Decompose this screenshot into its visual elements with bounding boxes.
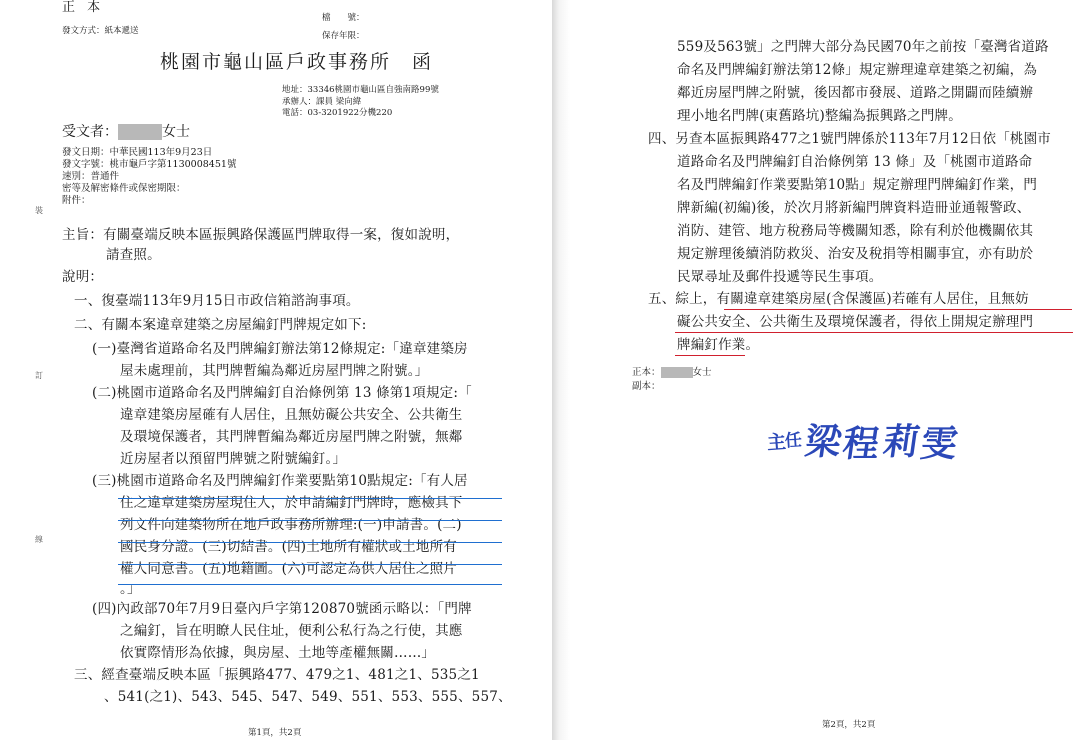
sender-contact-block [282,85,439,120]
item-2-1-line-1: (一)臺灣省道路命名及門牌編釘辦法第12條規定:「違章建築房 [92,341,468,357]
recipient-suffix: 女士 [162,124,190,140]
item-2-1-line-2: 屋未處理前，其門牌暫編為鄰近房屋門牌之附號。」 [120,363,429,379]
red-underline-2 [675,332,1073,333]
item-2-2-line-3: 及環境保護者，其門牌暫編為鄰近房屋門牌之附號，無鄰 [120,429,463,445]
signature-title-char-2: 任 [784,430,803,452]
signature-title-char-1: 主 [766,430,787,455]
page-1-footer: 第1頁，共2頁 [248,728,302,738]
signature-name-char-2: 程 [840,422,883,465]
item-2-4-line-2: 之編釘，旨在明瞭人民住址，便利公私行為之行使，其應 [120,623,463,639]
recipient-label: 受文者： [62,124,118,140]
send-method: 發文方式：紙本遞送 [62,26,139,36]
item-2-3-line-5: 權人同意書。(五)地籍圖。(六)可認定為供人居住之照片 [120,561,457,577]
item-4-line-7: 民眾尋址及郵件投遞等民生事項。 [677,269,883,285]
item-2-3-line-4: 國民身分證。(三)切結書。(四)土地所有權狀或土地所有 [120,539,457,555]
item-2-2-line-2: 違章建築房屋確有人居住，且無妨礙公共安全、公共衛生 [120,407,463,423]
blue-underline-5 [118,584,502,585]
red-underline-1 [724,309,1072,310]
handler-phone: 電話：03-3201922分機220 [282,108,393,118]
binding-mark-2: 訂 [35,371,43,380]
item-4-line-1: 四、另查本區振興路477之1號門牌係於113年7月12日依「桃園市 [648,131,1051,147]
item-4-line-4: 牌新編(初編)後，於次月將新編門牌資料造冊並通報警政、 [677,200,1031,216]
original-recipient-suffix: 女士 [692,367,712,378]
item-2-2-line-4: 近房屋者以預留門牌號之附號編釘。」 [120,451,347,467]
redacted-name [118,124,162,140]
secrecy-level: 密等及解密條件或保密期限： [62,183,186,194]
speed-class: 速別：普通件 [62,171,120,182]
item-5-line-1: 五、綜上，有關違章建築房屋(含保護區)若確有人居住，且無妨 [648,291,1029,307]
subject-line-2: 請查照。 [106,247,161,263]
item-2: 二、有關本案違章建築之房屋編釘門牌規定如下: [74,317,367,333]
copy-recipient-label: 副本： [632,381,661,392]
page-gutter [552,0,570,740]
signature-name-char-1: 梁 [802,420,845,463]
item-4-line-6: 規定辦理後續消防救災、治安及稅捐等相關事宜，亦有助於 [677,246,1034,262]
copy-type-label: 正 本 [62,0,105,15]
issue-date: 發文日期：中華民國113年9月23日 [62,147,213,158]
original-recipient-label: 正本： [632,367,661,378]
item-2-4-line-1: (四)內政部70年7月9日臺內戶字第120870號函示略以：「門牌 [92,601,472,617]
blue-underline-4 [118,564,502,565]
director-signature-stamp [765,402,965,472]
item-4-line-2: 道路命名及門牌編釘自治條例第 13 條」及「桃園市道路命 [677,154,1033,170]
item-2-3-line-1: (三)桃園市道路命名及門牌編釘作業要點第10點規定:「有人居 [92,473,468,489]
item-4-line-3: 名及門牌編釘作業要點第10點」規定辦理門牌編釘作業，門 [677,177,1038,193]
signature-name-char-4: 雯 [918,422,961,465]
red-underline-3 [675,355,745,356]
binding-mark-3: 線 [35,535,43,544]
recipient-line [62,122,190,142]
retention-label: 保存年限： [322,31,365,41]
explanation-label: 說明： [62,269,104,285]
attachment-label: 附件： [62,195,91,206]
binding-mark-1: 裝 [35,206,43,215]
blue-underline-3 [118,542,502,543]
continued-line-3: 鄰近房屋門牌之附號，後因都市發展、道路之開闢而陸續辦 [677,85,1034,101]
document-title: 桃園市龜山區戶政事務所 函 [160,51,434,73]
item-4-line-5: 消防、建管、地方稅務局等機關知悉，除有利於他機關依其 [677,223,1034,239]
item-5-line-2: 礙公共安全、公共衛生及環境保護者，得依上開規定辦理門 [677,314,1034,330]
blue-underline-1 [118,498,502,499]
item-3-line-2: 、541(之1)、543、545、547、549、551、553、555、557、 [104,689,512,705]
sender-address: 地址：33346桃園市龜山區自強南路99號 [282,85,439,95]
document-number: 發文字號：桃市龜戶字第1130008451號 [62,159,237,170]
item-2-3-line-6: 。」 [120,581,141,597]
subject-line-1: 主旨：有關臺端反映本區振興路保護區門牌取得一案，復如說明， [62,227,460,243]
original-recipient-line [632,366,712,379]
item-2-4-line-3: 依實際情形為依據，與房屋、土地等產權無關……」 [120,645,436,661]
file-number-label: 檔 號： [322,13,365,23]
continued-line-1: 559及563號」之門牌大部分為民國70年之前按「臺灣省道路 [677,39,1049,55]
item-3-line-1: 三、經查臺端反映本區「振興路477、479之1、481之1、535之1 [74,667,480,683]
continued-line-2: 命名及門牌編釘辦法第12條」規定辦理違章建築之初編，為 [677,62,1038,78]
signature-name-char-3: 莉 [880,420,923,463]
item-1: 一、復臺端113年9月15日市政信箱諮詢事項。 [74,293,360,309]
continued-line-4: 理小地名門牌(東舊路坑)整編為振興路之門牌。 [677,108,962,124]
document-page-2 [570,0,1090,740]
handler-name: 承辦人：課員 梁向緯 [282,96,362,107]
item-2-3-line-2: 住之違章建築房屋現住人，於申請編釘門牌時，應檢具下 [120,495,463,511]
item-2-2-line-1: (二)桃園市道路命名及門牌編釘自治條例第 13 條第1項規定:「 [92,385,472,401]
item-2-3-line-3: 列文件向建築物所在地戶政事務所辦理:(一)申請書。(二) [120,517,462,533]
item-5-line-3: 牌編釘作業。 [677,337,760,353]
blue-underline-2 [118,520,502,521]
page-2-footer: 第2頁，共2頁 [822,720,876,730]
redacted-name-2 [661,367,693,378]
signature-svg [765,402,965,472]
